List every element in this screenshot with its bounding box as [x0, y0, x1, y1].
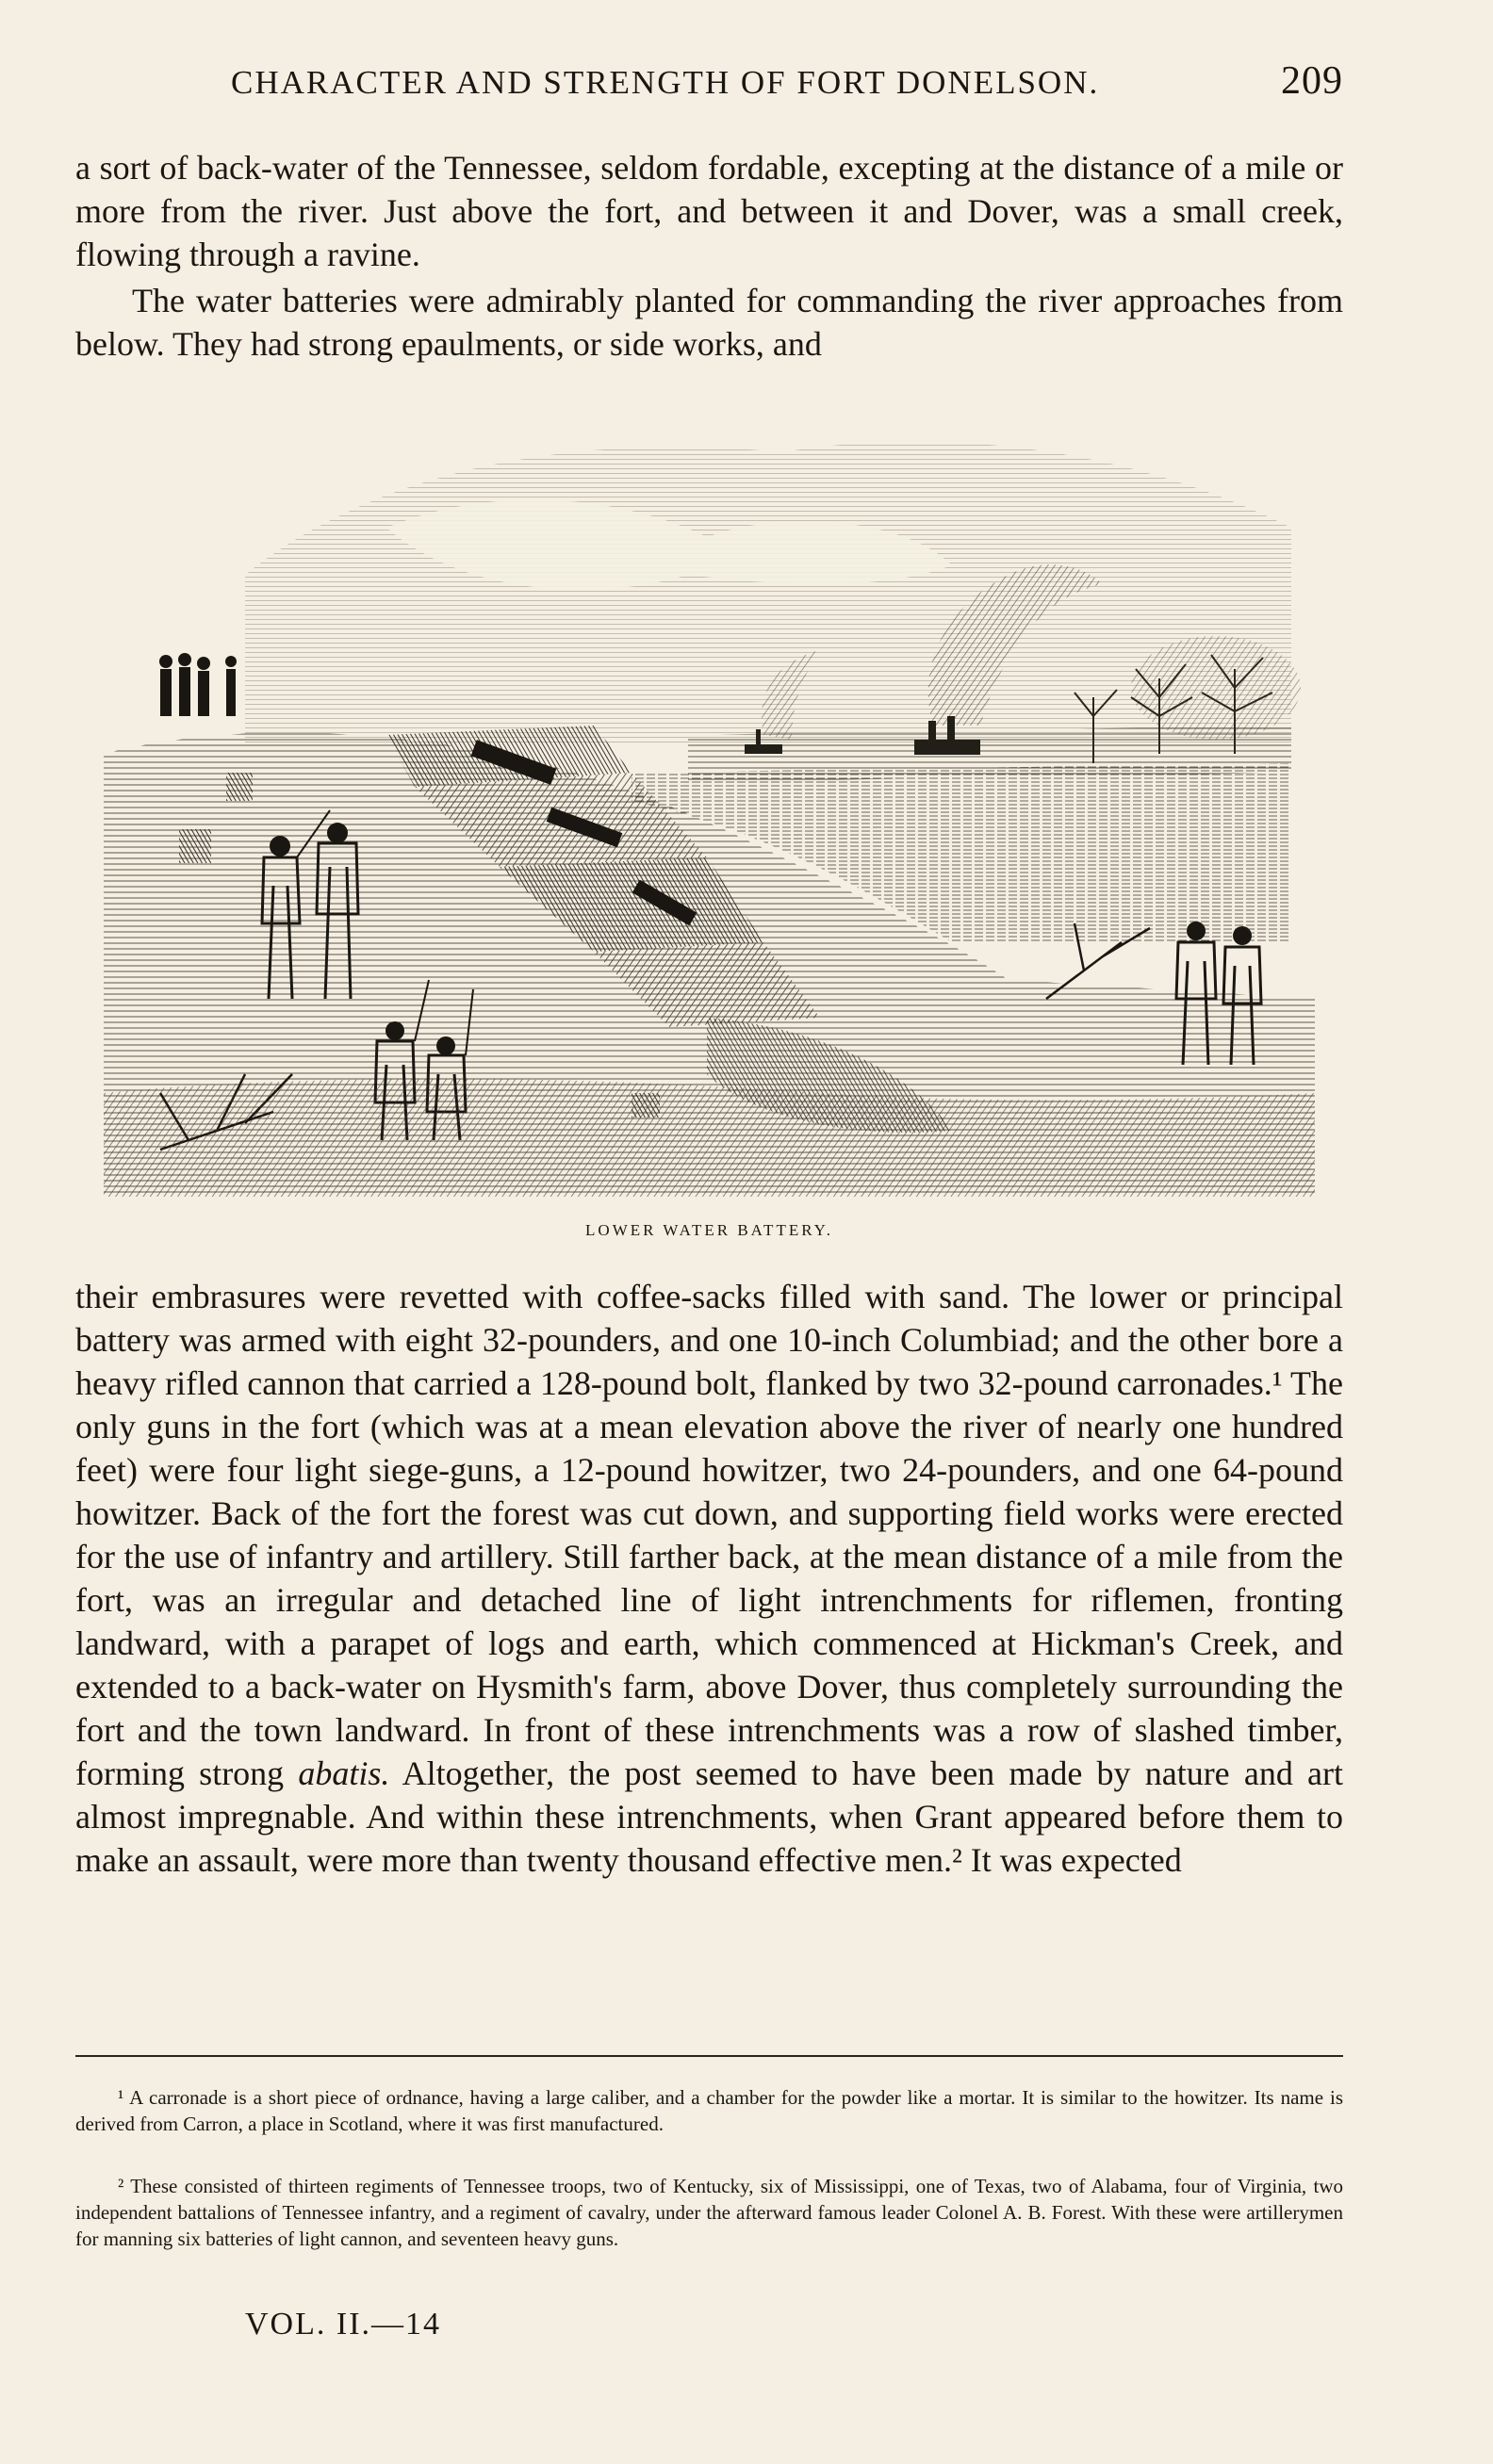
paragraph-3-italic-term: abatis. [298, 1754, 390, 1792]
engraving-illustration [104, 415, 1315, 1197]
paragraph-1: a sort of back-water of the Tennessee, seldom fordable, excepting at the distance of a mile or more from the river. Just above the fort, and between it and Dover, was a small creek, flowing through a ravine. [75, 149, 1343, 273]
paragraph-2: The water batteries were admirably planted for commanding the river approaches from below. They had strong epaulments, or side works, and [75, 282, 1343, 363]
paragraph-3 [75, 1275, 1343, 1882]
footnote-2: ² These consisted of thirteen regiments of Tennessee troops, two of Kentucky, six of Mississippi, one of Texas, two of Alabama, four of Virginia, two independent battalions of Tennessee infantry, and a regiment of cavalry, under the afterward famous leader Colonel A. B. Forest. With these were artillerymen for manning six batteries of light cannon, and seventeen heavy guns. [75, 2175, 1343, 2250]
figure-caption: LOWER WATER BATTERY. [585, 1221, 833, 1239]
running-head-title: CHARACTER AND STRENGTH OF FORT DONELSON. [231, 64, 1100, 101]
footnote-rule [75, 2055, 1343, 2057]
volume-signature: VOL. II.—14 [245, 2307, 442, 2342]
paragraph-3-text-b: Altogether, the post seemed to have been made by nature and art almost impregnable. And within these intrenchments, when Grant appeared before them to make an assault, were more than twenty thousand effective men.² It was expected [75, 1754, 1344, 1879]
running-head [75, 58, 1343, 115]
page-number: 209 [1281, 59, 1343, 103]
engraving-lower-water-battery [104, 415, 1315, 1197]
paragraph-3-text-a: their embrasures were revetted with coffee-sacks filled with sand. The lower or principal battery was armed with eight 32-pounders, and one 10-inch Columbiad; and the other bore a heavy rifled cannon that carried a 128-pound bolt, flanked by two 32-pound carronades.¹ The only guns in the fort (which was at a mean elevation above the river of nearly one hundred feet) were four light siege-guns, a 12-pound howitzer, two 24-pounders, and one 64-pound howitzer. Back of the fort the forest was cut down, and supporting field works were erected for the use of infantry and artillery. Still farther back, at the mean distance of a mile from the fort, was an irregular and detached line of light intrenchments for riflemen, fronting landward, with a parapet of logs and earth, which commenced at Hickman's Creek, and extended to a back-water on Hysmith's farm, above Dover, thus completely surrounding the fort and the town landward. In front of these intrenchments was a row of slashed timber, forming strong [75, 1278, 1343, 1792]
book-page [75, 0, 1343, 2464]
footnote-1: ¹ A carronade is a short piece of ordnance, having a large caliber, and a chamber for the powder like a mortar. It is similar to the howitzer. Its name is derived from Carron, a place in Scotland, where it was first manufactured. [75, 2086, 1343, 2135]
